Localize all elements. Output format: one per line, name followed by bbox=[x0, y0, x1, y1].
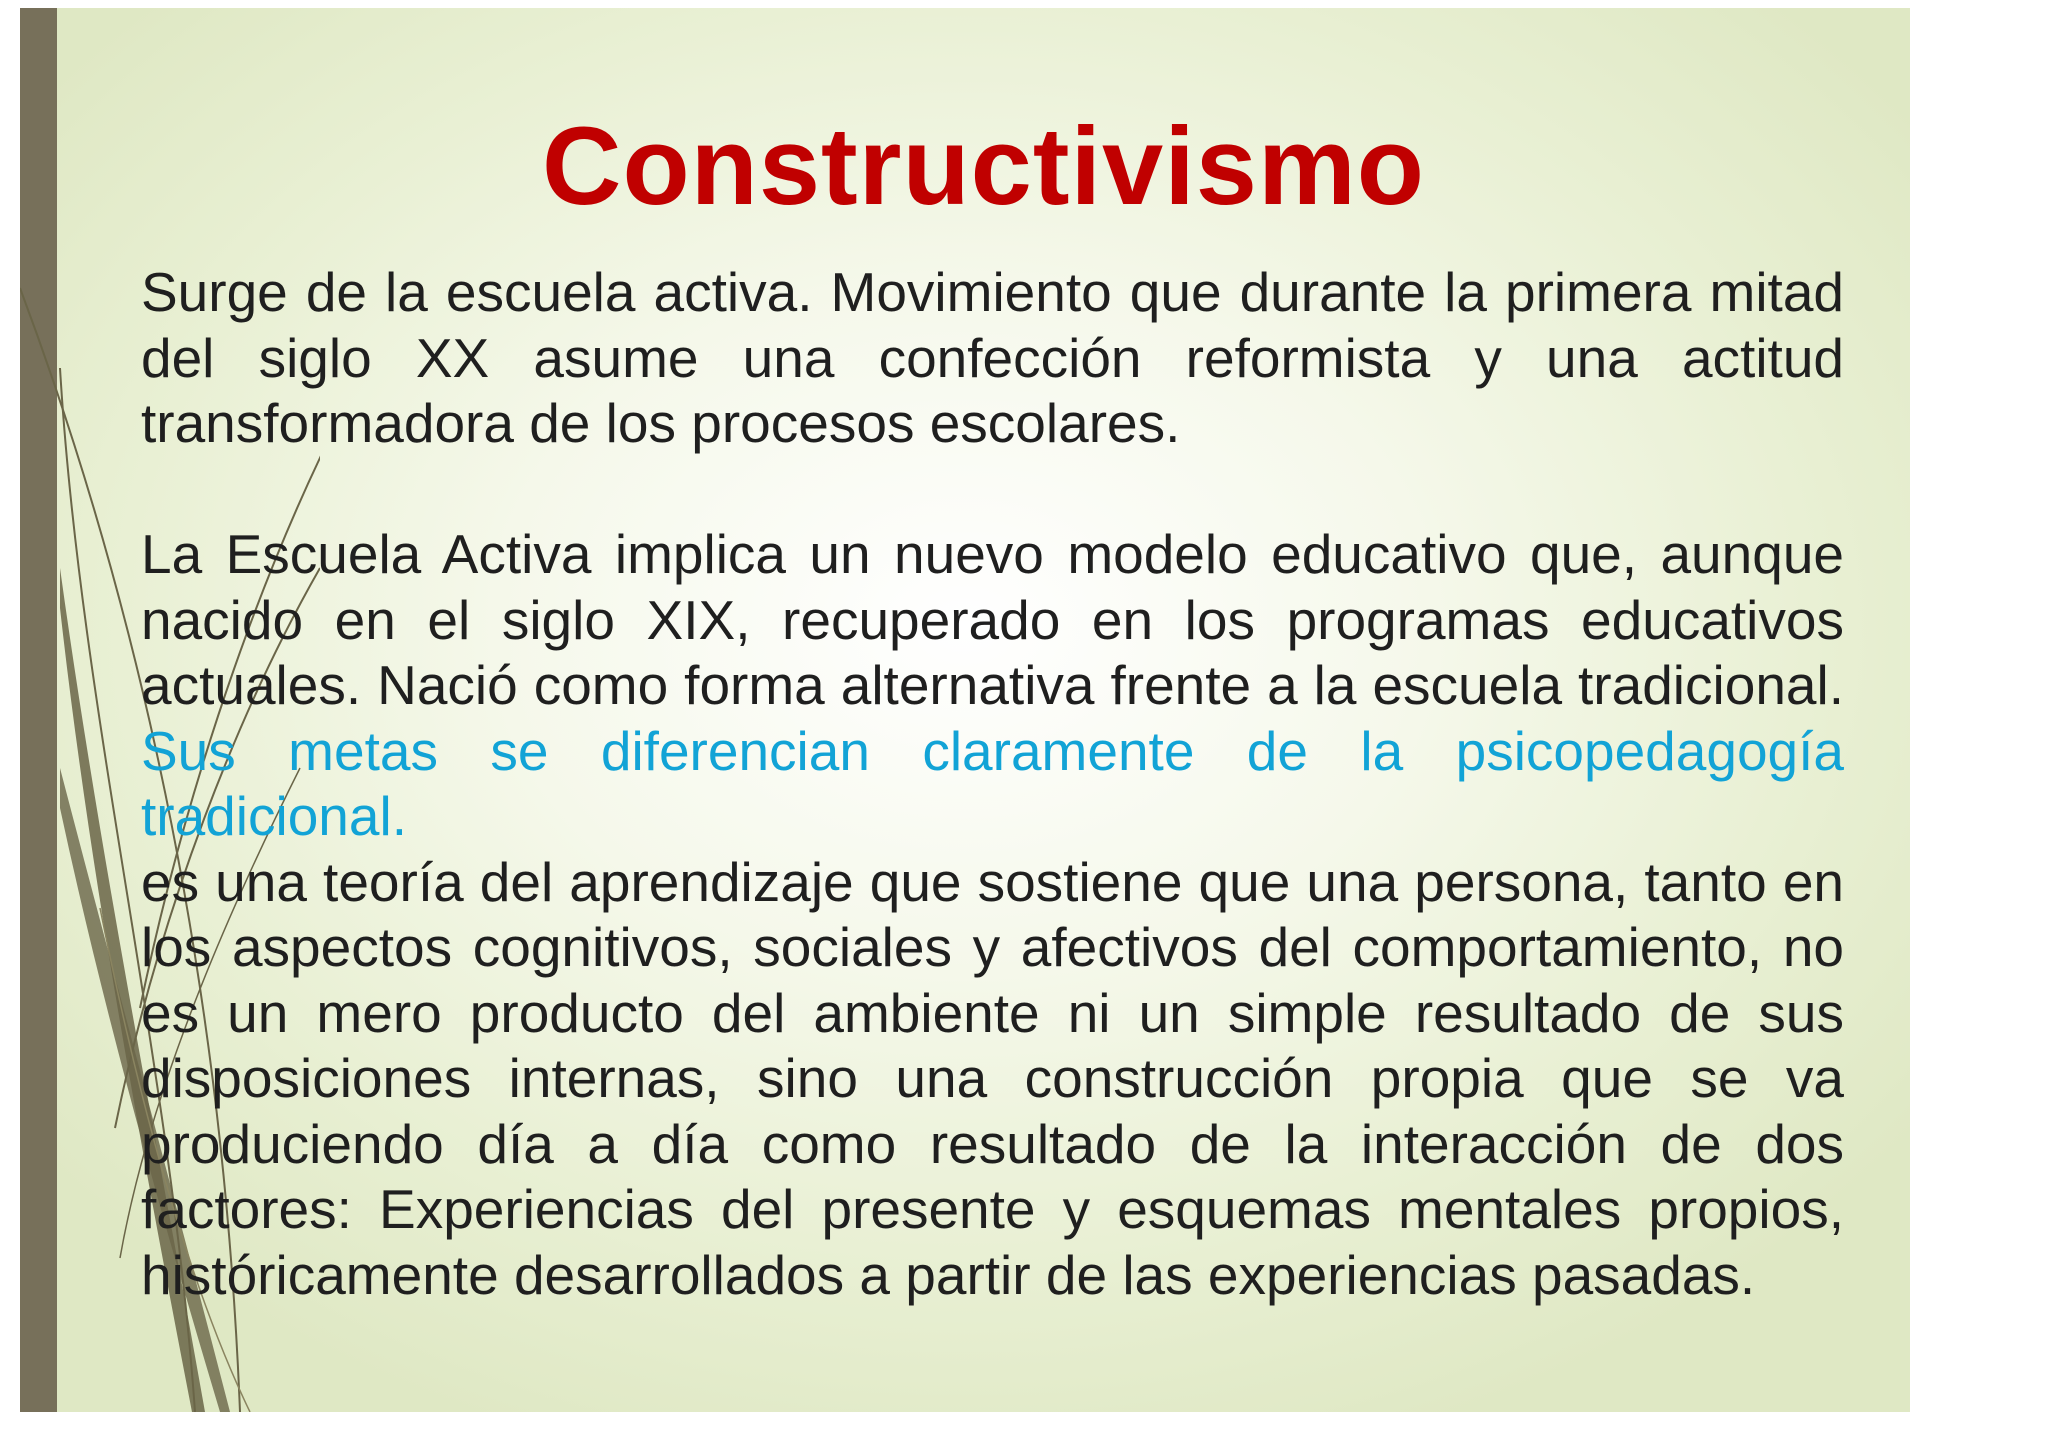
slide-title: Constructivismo bbox=[542, 105, 1425, 228]
paragraph-escuela-activa-modelo bbox=[141, 522, 1844, 850]
highlight-metas: Sus metas se diferencian claramente de la psicopedagogía tradicional. bbox=[141, 719, 1844, 847]
paragraph-escuela-activa-origen: Surge de la escuela activa. Movimiento que durante la primera mitad del siglo XX asume una confección reformista y una actitud transformadora de los procesos escolares. bbox=[141, 261, 1844, 454]
slide-body bbox=[141, 260, 1844, 1308]
paragraph-teoria-aprendizaje: es una teoría del aprendizaje que sostiene que una persona, tanto en los aspectos cognitivos, sociales y afectivos del comportamiento, no es un mero producto del ambiente ni un simple resultado de sus disposiciones internas, sino una construcción propia que se va produciendo día a día como resultado de la interacción de dos factores: Experiencias del presente y esquemas mentales propios, históricamente desarrollados a partir de las experiencias pasadas. bbox=[141, 850, 1844, 1306]
slide bbox=[20, 8, 1910, 1412]
paragraph-escuela-activa-modelo-text: La Escuela Activa implica un nuevo modelo educativo que, aunque nacido en el siglo XIX, recuperado en los programas educativos actuales. Nació como forma alternativa frente a la escuela tradicional. bbox=[141, 523, 1844, 716]
